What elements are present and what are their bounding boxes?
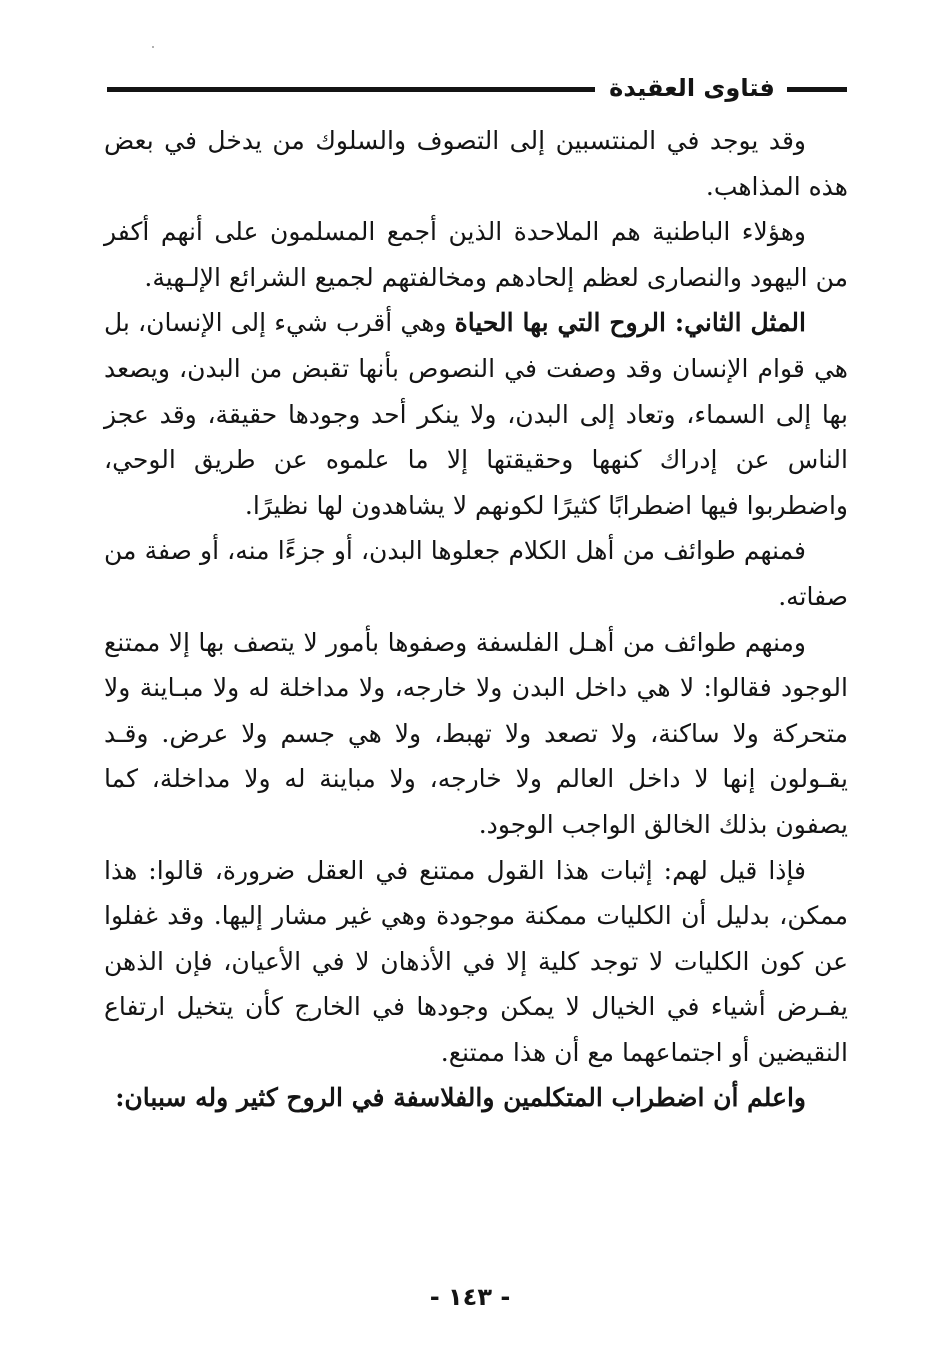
section-heading-inline: المثل الثاني: الروح التي بها الحياة: [454, 308, 806, 338]
page-number: - ١٤٣ -: [429, 1283, 511, 1311]
paragraph-2-text: وهؤلاء الباطنية هم الملاحدة الذين أجمع المسلمون على أنهم أكفر من اليهود والنصارى لعظم إلحادهم ومخالفتهم لجميع الشرائع الإلـهية.: [104, 217, 848, 292]
paragraph-1: [104, 118, 848, 209]
paragraph-6-text: فإذا قيل لهم: إثبات هذا القول ممتنع في العقل ضرورة، قالوا: هذا ممكن، بدليل أن الكليات ممكنة موجودة وهي غير مشار إليها. وقد غفلوا عن كون الكليات لا توجد كلية إلا في الأذهان لا في الأعيان، فإن الذهن يفـرض أشياء في الخيال لا يمكن وجودها في الخارج كأن يتخيل ارتفاع النقيضين أو اجتماعهما مع أن هذا ممتنع.: [104, 855, 848, 1067]
running-header: [107, 68, 847, 114]
scan-speck: [152, 46, 154, 48]
paragraph-1-text: وقد يوجد في المنتسبين إلى التصوف والسلوك من يدخل في بعض هذه المذاهب.: [104, 126, 848, 201]
header-rule-long: [107, 87, 595, 92]
paragraph-6: [104, 848, 848, 1076]
paragraph-4-text: فمنهم طوائف من أهل الكلام جعلوها البدن، أو جزءًا منه، أو صفة من صفاته.: [104, 536, 848, 611]
header-rule-short: [787, 87, 847, 92]
paragraph-5-text: ومنهم طوائف من أهـل الفلسفة وصفوها بأمور لا يتصف بها إلا ممتنع الوجود فقالوا: لا هي داخل البدن ولا خارجه، ولا مداخلة له ولا مبـاينة ولا متحركة ولا ساكنة، ولا تصعد ولا تهبط، ولا هي جسم ولا عرض. وقـد يقـولون إنها لا داخل العالم ولا خارجه، ولا مباينة له ولا مداخلة، كما يصفون بذلك الخالق الواجب الوجود.: [104, 627, 848, 839]
page-body: [104, 118, 848, 1121]
paragraph-5: [104, 620, 848, 848]
paragraph-7: [104, 1075, 848, 1121]
paragraph-3: [104, 300, 848, 528]
header-title: فتاوى العقيدة: [609, 74, 775, 102]
paragraph-7-text: واعلم أن اضطراب المتكلمين والفلاسفة في الروح كثير وله سببان:: [115, 1083, 806, 1113]
paragraph-4: [104, 528, 848, 619]
paragraph-2: [104, 209, 848, 300]
paragraph-3-text: وهي أقرب شيء إلى الإنسان، بل هي قوام الإنسان وقد وصفت في النصوص بأنها تقبض من البدن، ويصعد بها إلى السماء، وتعاد إلى البدن، ولا ينكر أحد وجودها حقيقة، وقد عجز الناس عن إدراك كنهها وحقيقتها إلا ما علموه عن طريق الوحي، واضطربوا فيها اضطرابًا كثيرًا لكونهم لا يشاهدون لها نظيرًا.: [104, 308, 848, 520]
